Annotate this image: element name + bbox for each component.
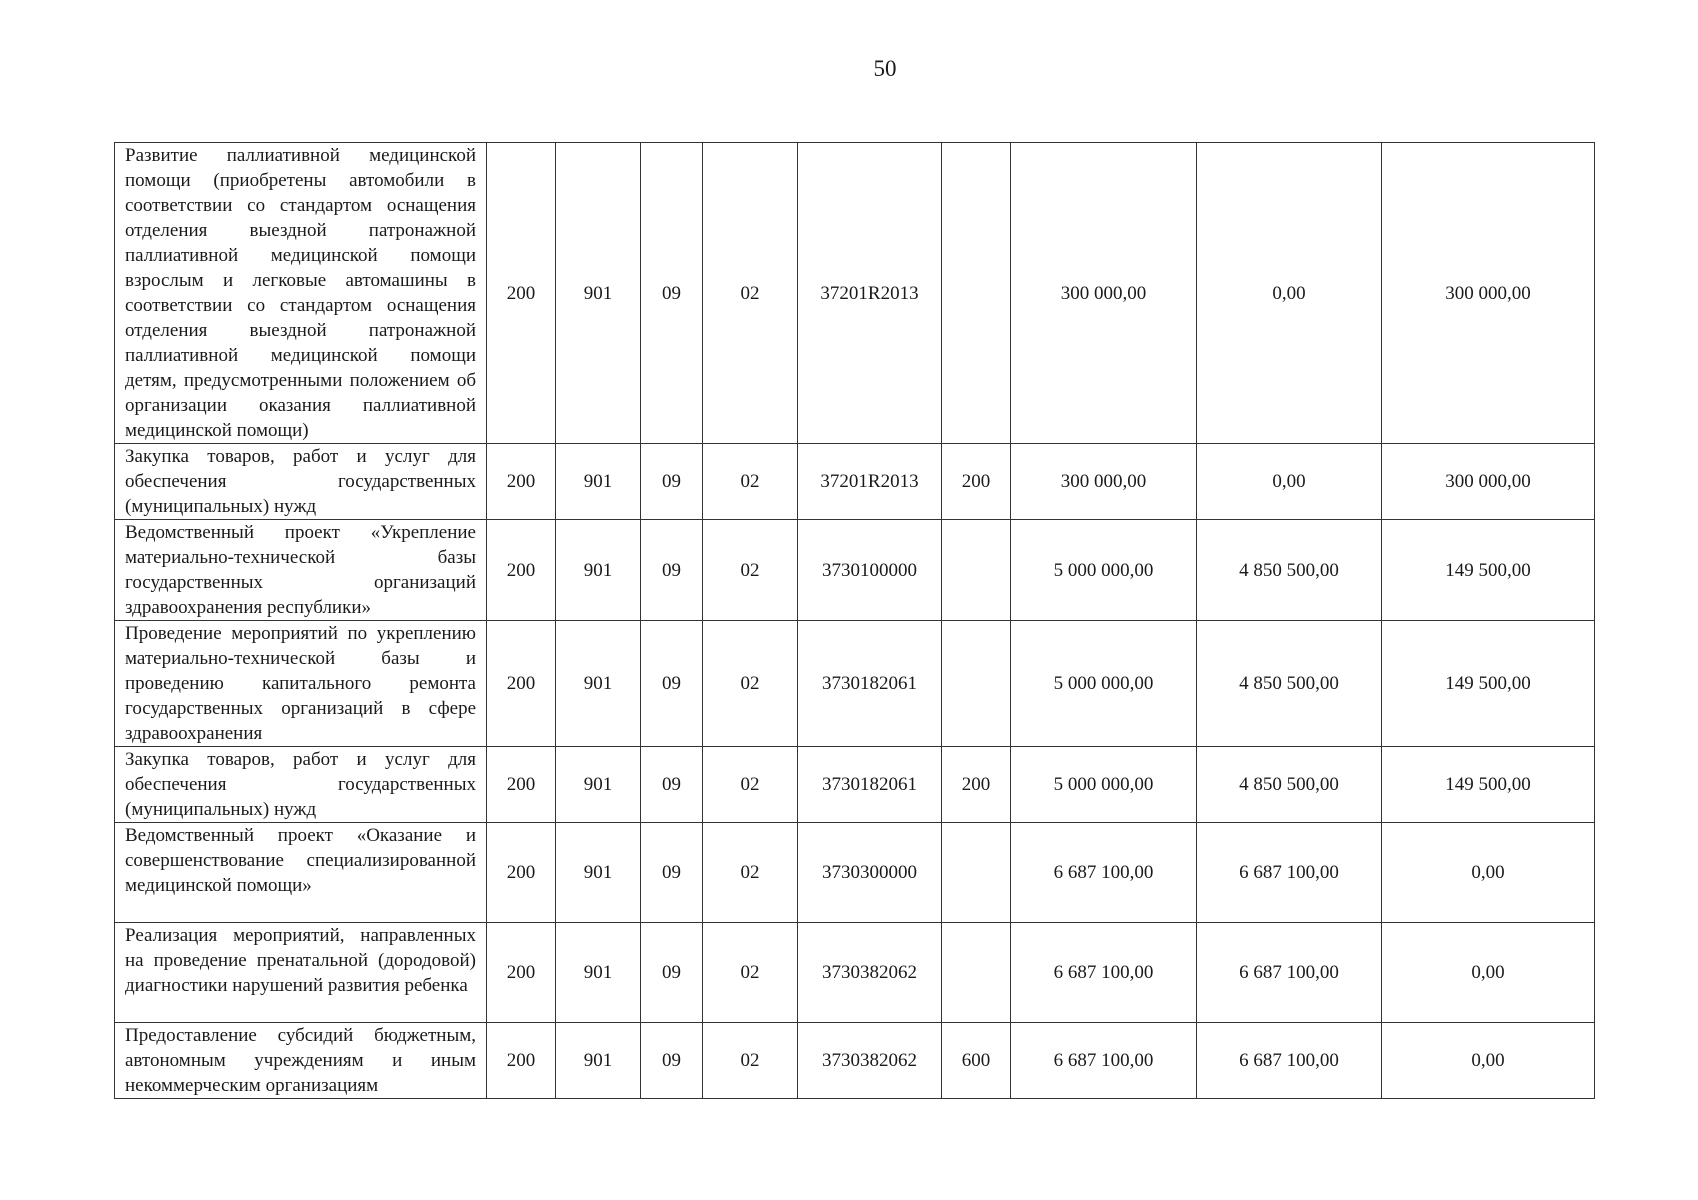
table-row xyxy=(115,143,1595,444)
row-cell xyxy=(942,520,1011,621)
row-cell: 02 xyxy=(703,520,798,621)
row-cell: 901 xyxy=(556,923,641,1023)
row-cell: 901 xyxy=(556,143,641,444)
row-cell: 901 xyxy=(556,621,641,747)
row-cell xyxy=(942,923,1011,1023)
row-cell: 6 687 100,00 xyxy=(1011,1023,1197,1099)
table-row xyxy=(115,823,1595,923)
row-cell: 6 687 100,00 xyxy=(1197,923,1382,1023)
row-cell: 200 xyxy=(487,823,556,923)
row-cell: 0,00 xyxy=(1382,1023,1595,1099)
row-cell: 09 xyxy=(641,747,703,823)
table-row xyxy=(115,747,1595,823)
table-body xyxy=(115,143,1595,1099)
table-row xyxy=(115,923,1595,1023)
row-cell: 6 687 100,00 xyxy=(1197,823,1382,923)
row-cell: 09 xyxy=(641,444,703,520)
row-cell: 200 xyxy=(487,923,556,1023)
row-name-cell: Предоставление субсидий бюджетным, автономным учреждениям и иным некоммерческим организациям xyxy=(115,1023,487,1099)
row-cell: 901 xyxy=(556,1023,641,1099)
row-cell: 300 000,00 xyxy=(1011,143,1197,444)
row-cell: 4 850 500,00 xyxy=(1197,621,1382,747)
row-cell: 0,00 xyxy=(1382,923,1595,1023)
row-cell: 02 xyxy=(703,747,798,823)
row-cell: 200 xyxy=(487,444,556,520)
row-cell: 09 xyxy=(641,143,703,444)
row-cell: 200 xyxy=(487,621,556,747)
row-name-cell: Развитие паллиативной медицинской помощи (приобретены автомобили в соответствии со стандартом оснащения отделения выездной патронажной паллиативной медицинской помощи взрослым и легковые автомашины в соответствии со стандартом оснащения отделения выездной патронажной паллиативной медицинской помощи детям, предусмотренными положением об организации оказания паллиативной медицинской помощи) xyxy=(115,143,487,444)
row-cell xyxy=(942,621,1011,747)
row-cell: 5 000 000,00 xyxy=(1011,621,1197,747)
row-cell: 200 xyxy=(487,520,556,621)
row-cell: 300 000,00 xyxy=(1011,444,1197,520)
row-cell: 3730182061 xyxy=(798,621,942,747)
row-cell: 02 xyxy=(703,823,798,923)
row-cell: 09 xyxy=(641,621,703,747)
row-name-cell: Проведение мероприятий по укреплению материально-технической базы и проведению капитального ремонта государственных организаций в сфере здравоохранения xyxy=(115,621,487,747)
row-cell: 09 xyxy=(641,520,703,621)
row-name-cell: Закупка товаров, работ и услуг для обеспечения государственных (муниципальных) нужд xyxy=(115,747,487,823)
row-cell: 09 xyxy=(641,1023,703,1099)
page-number: 50 xyxy=(873,56,897,81)
row-cell: 6 687 100,00 xyxy=(1011,823,1197,923)
row-cell: 901 xyxy=(556,444,641,520)
row-cell: 37201R2013 xyxy=(798,444,942,520)
budget-table xyxy=(114,142,1595,1099)
row-cell xyxy=(942,823,1011,923)
row-cell: 200 xyxy=(487,747,556,823)
row-cell: 6 687 100,00 xyxy=(1197,1023,1382,1099)
row-cell: 6 687 100,00 xyxy=(1011,923,1197,1023)
row-cell: 5 000 000,00 xyxy=(1011,747,1197,823)
row-cell: 02 xyxy=(703,143,798,444)
row-cell: 02 xyxy=(703,923,798,1023)
row-cell: 02 xyxy=(703,1023,798,1099)
row-cell: 149 500,00 xyxy=(1382,747,1595,823)
row-cell: 3730100000 xyxy=(798,520,942,621)
row-name-cell: Закупка товаров, работ и услуг для обеспечения государственных (муниципальных) нужд xyxy=(115,444,487,520)
row-name-cell: Ведомственный проект «Оказание и совершенствование специализированной медицинской помощи» xyxy=(115,823,487,923)
row-cell: 600 xyxy=(942,1023,1011,1099)
row-cell: 300 000,00 xyxy=(1382,143,1595,444)
row-cell: 901 xyxy=(556,520,641,621)
row-cell: 0,00 xyxy=(1382,823,1595,923)
row-cell: 200 xyxy=(942,747,1011,823)
row-cell: 149 500,00 xyxy=(1382,621,1595,747)
row-cell: 3730382062 xyxy=(798,923,942,1023)
row-cell: 200 xyxy=(487,143,556,444)
row-cell: 3730182061 xyxy=(798,747,942,823)
table-row xyxy=(115,621,1595,747)
row-cell: 3730382062 xyxy=(798,1023,942,1099)
row-cell: 4 850 500,00 xyxy=(1197,747,1382,823)
row-cell: 4 850 500,00 xyxy=(1197,520,1382,621)
row-cell: 149 500,00 xyxy=(1382,520,1595,621)
row-cell: 3730300000 xyxy=(798,823,942,923)
table-row xyxy=(115,520,1595,621)
row-name-cell: Ведомственный проект «Укрепление материально-технической базы государственных организаций здравоохранения республики» xyxy=(115,520,487,621)
row-cell: 901 xyxy=(556,747,641,823)
row-cell: 37201R2013 xyxy=(798,143,942,444)
row-cell: 200 xyxy=(487,1023,556,1099)
row-cell: 02 xyxy=(703,621,798,747)
row-cell: 0,00 xyxy=(1197,143,1382,444)
row-name-cell: Реализация мероприятий, направленных на проведение пренатальной (дородовой) диагностики нарушений развития ребенка xyxy=(115,923,487,1023)
row-cell: 09 xyxy=(641,823,703,923)
row-cell: 02 xyxy=(703,444,798,520)
row-cell: 300 000,00 xyxy=(1382,444,1595,520)
row-cell xyxy=(942,143,1011,444)
table-row xyxy=(115,1023,1595,1099)
row-cell: 200 xyxy=(942,444,1011,520)
row-cell: 5 000 000,00 xyxy=(1011,520,1197,621)
row-cell: 0,00 xyxy=(1197,444,1382,520)
row-cell: 901 xyxy=(556,823,641,923)
table-row xyxy=(115,444,1595,520)
row-cell: 09 xyxy=(641,923,703,1023)
